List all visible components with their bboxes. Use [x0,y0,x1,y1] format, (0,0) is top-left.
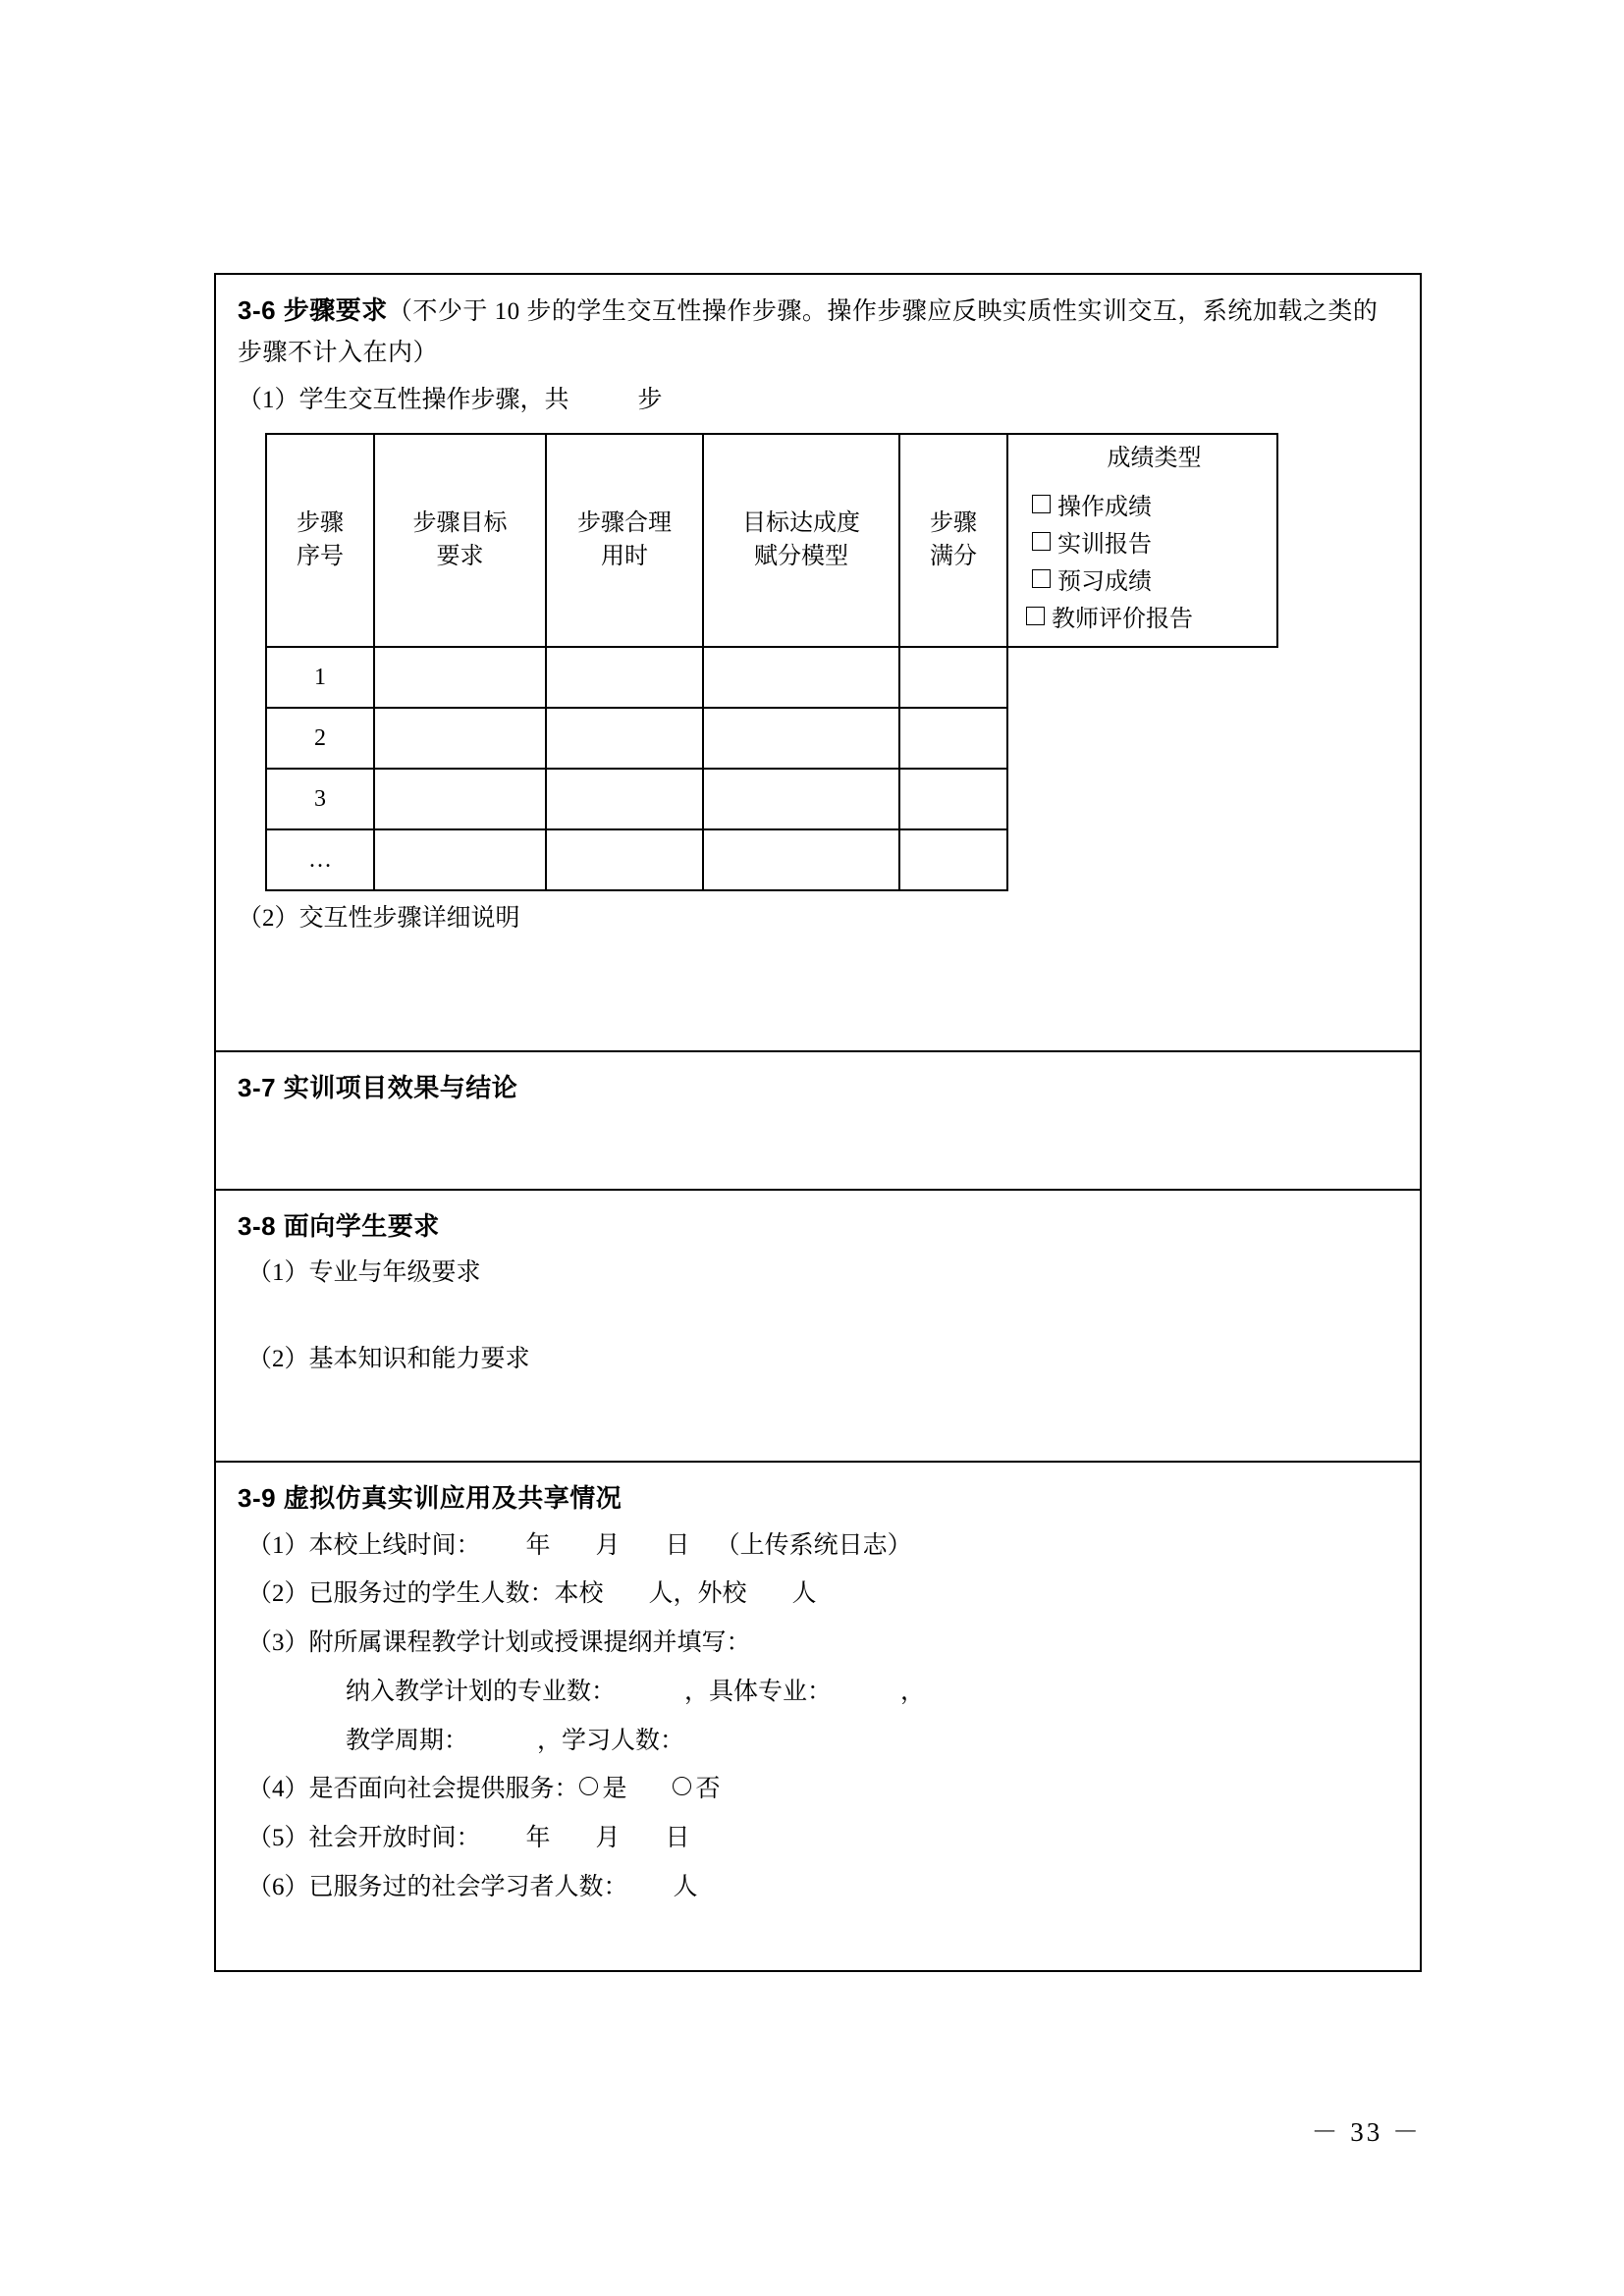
section-3-9-item-2 [238,1573,1398,1616]
checkbox-label-operation-score: 操作成绩 [1057,494,1152,520]
section-3-8 [216,1191,1420,1464]
teaching-cycle-label: 教学周期： [346,1727,469,1754]
checkbox-label-teacher-eval-report: 教师评价报告 [1052,606,1193,632]
cell-score-model[interactable] [703,769,899,829]
section-3-6-item-2: （2）交互性步骤详细说明 [238,905,520,933]
column-header-full-score-line2: 满分 [930,543,977,569]
checkbox-icon[interactable] [1032,532,1051,551]
column-header-score-model-line1: 目标达成度 [742,510,860,537]
item-1-label: （1）本校上线时间： [247,1531,481,1559]
checkbox-label-training-report: 实训报告 [1057,531,1152,558]
item-1-month: 月 [595,1531,621,1559]
section-3-9-item-1 [238,1524,1398,1568]
item-5-label: （5）社会开放时间： [247,1825,481,1852]
grade-type-cell [1007,434,1277,647]
page-number: － 33 － [1311,2117,1422,2147]
section-3-6-title [238,291,1398,373]
section-3-6-title-rest: （不少于 10 步的学生交互性操作步骤。操作步骤应反映实质性实训交互，系统加载之类的步骤不计入在内） [238,298,1379,366]
cell-step-time[interactable] [546,769,703,829]
radio-label-no: 否 [695,1776,721,1803]
column-header-step-goal [374,434,546,647]
radio-label-yes: 是 [602,1776,627,1803]
item-1-year: 年 [525,1531,551,1559]
cell-step-goal[interactable] [374,829,546,890]
checkbox-icon[interactable] [1032,569,1051,588]
cell-step-goal[interactable] [374,708,546,769]
section-3-7-answer-area[interactable] [238,1108,1398,1169]
checkbox-option-training-report[interactable] [1032,527,1276,564]
cell-score-model[interactable] [703,647,899,708]
cell-step-no: 2 [266,708,374,769]
item-4-label: （4）是否面向社会提供服务： [247,1776,579,1803]
radio-icon-yes[interactable] [579,1777,598,1795]
section-3-6-item-1-text: （1）学生交互性操作步骤，共 [238,386,569,413]
major-detail-tail: ， [900,1678,926,1705]
column-header-step-goal-line2: 要求 [436,543,484,569]
column-header-step-no-line1: 步骤 [297,510,344,537]
section-3-8-title: 3-8 面向学生要求 [238,1210,440,1241]
section-3-9-item-3: （3）附所属课程教学计划或授课提纲并填写： [247,1629,751,1657]
learner-count-label: ，学习人数： [537,1727,685,1754]
checkbox-option-teacher-eval-report[interactable] [1026,602,1276,639]
cell-step-time[interactable] [546,647,703,708]
item-2-tail: 人 [791,1580,817,1608]
column-header-step-no [266,434,374,647]
section-3-9-item-4 [238,1768,1398,1811]
steps-table [265,433,1278,891]
column-header-step-goal-line1: 步骤目标 [412,510,508,537]
section-3-9 [216,1463,1420,1969]
section-3-8-item-1: （1）专业与年级要求 [247,1258,481,1286]
table-row [266,769,1277,829]
form-outer-frame [214,273,1422,1972]
cell-step-time[interactable] [546,829,703,890]
cell-full-score[interactable] [899,769,1007,829]
item-5-year: 年 [525,1825,551,1852]
section-3-6-item-1 [238,379,1398,422]
column-header-score-model [703,434,899,647]
item-6-label: （6）已服务过的社会学习者人数： [247,1873,628,1900]
column-header-step-no-line2: 序号 [297,543,344,569]
checkbox-option-preview-score[interactable] [1032,564,1276,602]
cell-full-score[interactable] [899,708,1007,769]
radio-icon-no[interactable] [673,1777,691,1795]
cell-score-model[interactable] [703,708,899,769]
cell-step-time[interactable] [546,708,703,769]
cell-score-model[interactable] [703,829,899,890]
section-3-9-title: 3-9 虚拟仿真实训应用及共享情况 [238,1483,623,1514]
section-3-8-item-2: （2）基本知识和能力要求 [247,1345,530,1372]
column-header-step-time-line1: 步骤合理 [577,510,672,537]
steps-table-header-row [266,434,1277,647]
column-header-score-model-line2: 赋分模型 [754,543,848,569]
item-1-day: 日 [665,1531,690,1559]
column-header-step-time-line2: 用时 [601,543,648,569]
table-row [266,647,1277,708]
item-2-label: （2）已服务过的学生人数：本校 [247,1580,604,1608]
cell-step-no: 1 [266,647,374,708]
table-row [266,829,1277,890]
item-2-mid: 人，外校 [648,1580,747,1608]
cell-step-goal[interactable] [374,769,546,829]
section-3-6-item-1-tail: 步 [637,386,663,413]
section-3-6-answer-area[interactable] [238,940,1398,1031]
cell-step-goal[interactable] [374,647,546,708]
checkbox-icon[interactable] [1026,607,1045,625]
section-3-7 [216,1052,1420,1190]
major-count-label: 纳入教学计划的专业数： [346,1678,617,1705]
section-3-9-item-5 [238,1817,1398,1860]
section-3-8-answer-area[interactable] [238,1380,1398,1441]
item-1-note: （上传系统日志） [715,1531,912,1559]
checkbox-label-preview-score: 预习成绩 [1057,568,1152,595]
cell-step-no: 3 [266,769,374,829]
cell-full-score[interactable] [899,647,1007,708]
item-5-month: 月 [595,1825,621,1852]
item-6-tail: 人 [673,1873,698,1900]
section-3-9-item-3-line-1 [238,1671,1398,1714]
cell-step-no: … [266,829,374,890]
checkbox-icon[interactable] [1032,495,1051,513]
item-5-day: 日 [665,1825,690,1852]
column-header-grade-type: 成绩类型 [1107,446,1202,472]
checkbox-option-operation-score[interactable] [1032,490,1276,527]
section-3-7-title: 3-7 实训项目效果与结论 [238,1073,518,1103]
column-header-full-score-line1: 步骤 [930,510,977,537]
table-row [266,708,1277,769]
column-header-full-score [899,434,1007,647]
major-detail-label: ，具体专业： [684,1678,833,1705]
cell-full-score[interactable] [899,829,1007,890]
column-header-step-time [546,434,703,647]
section-3-9-item-3-line-2 [238,1720,1398,1763]
section-3-9-item-6 [238,1866,1398,1909]
section-3-6-title-bold: 3-6 步骤要求 [238,295,388,325]
section-3-6 [216,275,1420,1052]
